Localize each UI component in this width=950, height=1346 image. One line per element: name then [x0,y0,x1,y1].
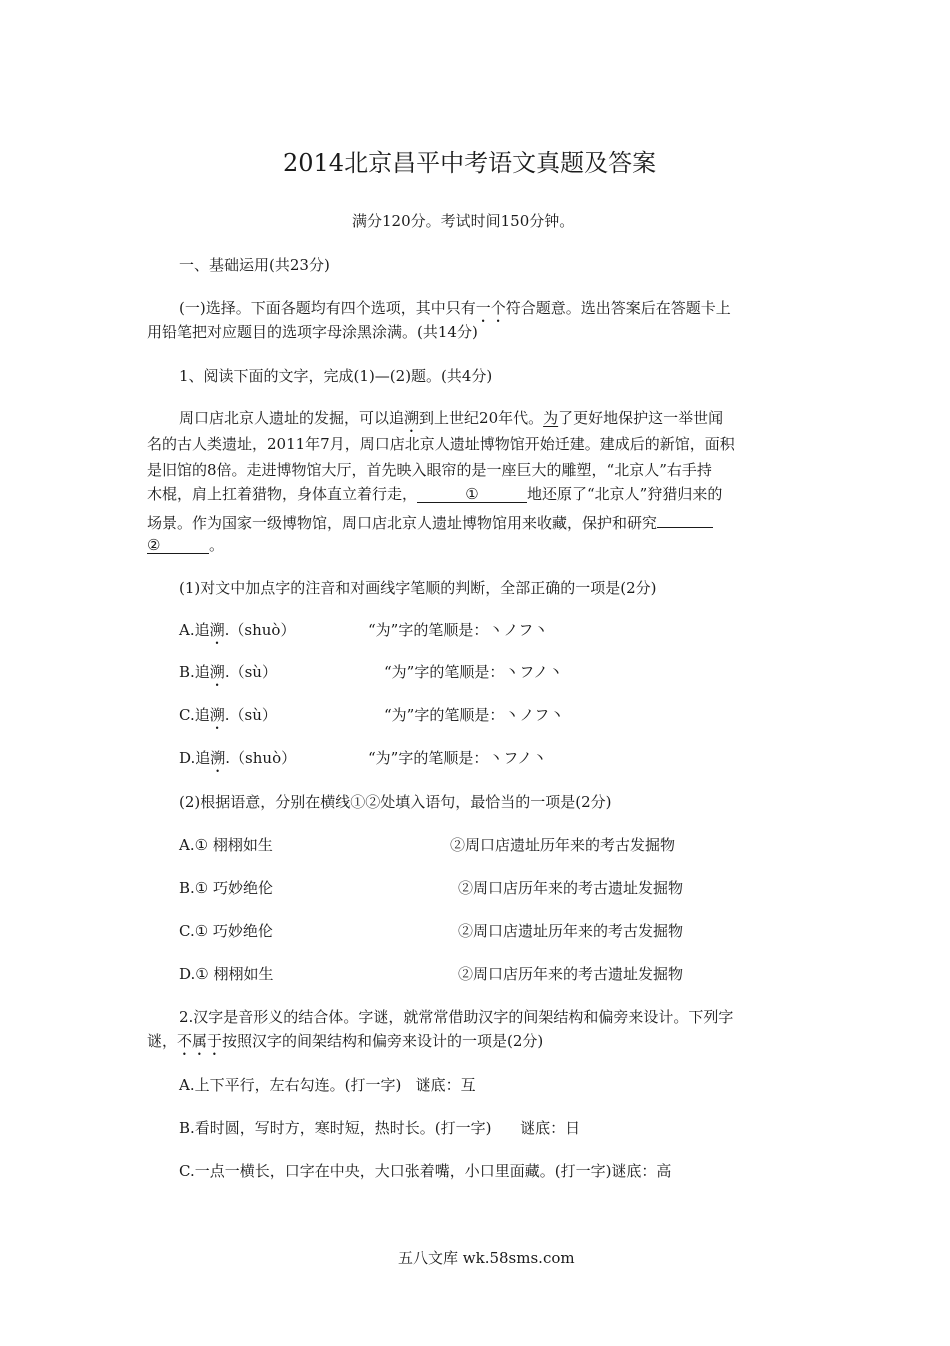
option-2c-text: ②周口店遗址历年来的考古发掘物 [458,922,684,940]
option-text: .（shuò） [224,621,296,639]
option-1d-note: “为”字的笔顺是：丶フノ丶 [368,749,548,767]
dotted-char: 溯 [404,409,420,427]
passage-text: 场景。作为国家一级博物馆，周口店北京人遗址博物馆用来收藏，保护和研究 [147,514,658,532]
passage-text: 周口店北京人遗址的发掘，可以追 [179,409,405,427]
option-1d [179,746,296,776]
exam-info: 满分120分。考试时间150分钟。 [352,212,575,230]
passage-text: 地还原了“北京人”狩猎归来的 [527,485,723,503]
passage-line [147,507,713,535]
option-2a: A.① 栩栩如生 [179,836,273,854]
question-1-heading: 1、阅读下面的文字，完成(1)—(2)题。(共4分) [179,367,493,385]
option-text: A.追 [179,621,210,639]
part1-instructions-line2: 用铅笔把对应题目的选项字母涂黑涂满。(共14分) [147,323,478,341]
option-1b [179,660,277,690]
option-2d-text: ②周口店历年来的考古遗址发掘物 [458,965,684,983]
passage-text: 。 [209,536,225,554]
option-2b-text: ②周口店历年来的考古遗址发掘物 [458,879,684,897]
fill-blank-1: ① [417,482,527,503]
dotted-char: 溯 [209,621,225,639]
passage-text: 了更好地保护这一举世闻 [558,409,724,427]
question-2-stem-line2 [147,1029,543,1059]
option-text: .（sù） [224,706,277,724]
option-text: .（sù） [224,663,277,681]
option-q2-a: A.上下平行，左右勾连。(打一字) 谜底：互 [179,1076,476,1094]
option-1a [179,618,295,648]
part1-text-b: 符合题意。选出答案后在答题卡上 [505,299,731,317]
sub-question-1-stem: (1)对文中加点字的注音和对画线字笔顺的判断，全部正确的一项是(2分) [179,579,657,597]
passage-line: 名的古人类遗址，2011年7月，周口店北京人遗址博物馆开始迁建。建成后的新馆，面积 [147,435,735,453]
option-q2-c: C.一点一横长，口字在中央，大口张着嘴，小口里面藏。(打一字)谜底：高 [179,1162,672,1180]
dotted-char: 溯 [210,749,226,767]
q2-text: 谜， [147,1032,178,1050]
fill-blank-line [657,507,713,528]
sub-question-2-stem: (2)根据语意，分别在横线①②处填入语句，最恰当的一项是(2分) [179,793,612,811]
passage-line: 是旧馆的8倍。走进博物馆大厅，首先映入眼帘的是一座巨大的雕塑，“北京人”右手持 [147,461,712,479]
passage-text: 木棍，肩上扛着猎物，身体直立着行走， [147,485,418,503]
option-1c [179,703,277,733]
underlined-char: 为 [543,409,559,427]
option-2c: C.① 巧妙绝伦 [179,922,273,940]
option-1c-note: “为”字的笔顺是：丶ノフ丶 [384,706,565,724]
option-2d: D.① 栩栩如生 [179,965,274,983]
emphasis-text: 一个 [475,299,506,317]
dotted-char: 溯 [209,663,225,681]
part1-text-a: (一)选择。下面各题均有四个选项，其中只有 [179,299,476,317]
option-2a-text: ②周口店遗址历年来的考古发掘物 [450,836,676,854]
footer-watermark: 五八文库 wk.58sms.com [398,1249,575,1267]
option-text: B.追 [179,663,210,681]
option-text: C.追 [179,706,210,724]
option-text: .（shuò） [225,749,297,767]
q2-text: 按照汉字的间架结构和偏旁来设计的一项是(2分) [222,1032,544,1050]
passage-line [147,533,224,557]
passage-line [147,482,722,506]
passage-text: 到上世纪20年代。 [419,409,544,427]
dotted-char: 溯 [209,706,225,724]
option-2b: B.① 巧妙绝伦 [179,879,274,897]
option-1a-note: “为”字的笔顺是：丶ノフ丶 [368,621,549,639]
option-text: D.追 [179,749,211,767]
fill-blank-2: ② [147,533,209,554]
option-q2-b: B.看时圆，写时方，寒时短，热时长。(打一字) 谜底：日 [179,1119,581,1137]
dotted-phrase: 不属于 [177,1032,223,1050]
section-heading: 一、基础运用(共23分) [179,256,330,274]
question-2-stem: 2.汉字是音形义的结合体。字谜，就常常借助汉字的间架结构和偏旁来设计。下列字 [179,1008,734,1026]
option-1b-note: “为”字的笔顺是：丶フノ丶 [384,663,564,681]
page-title: 2014北京昌平中考语文真题及答案 [283,149,657,177]
